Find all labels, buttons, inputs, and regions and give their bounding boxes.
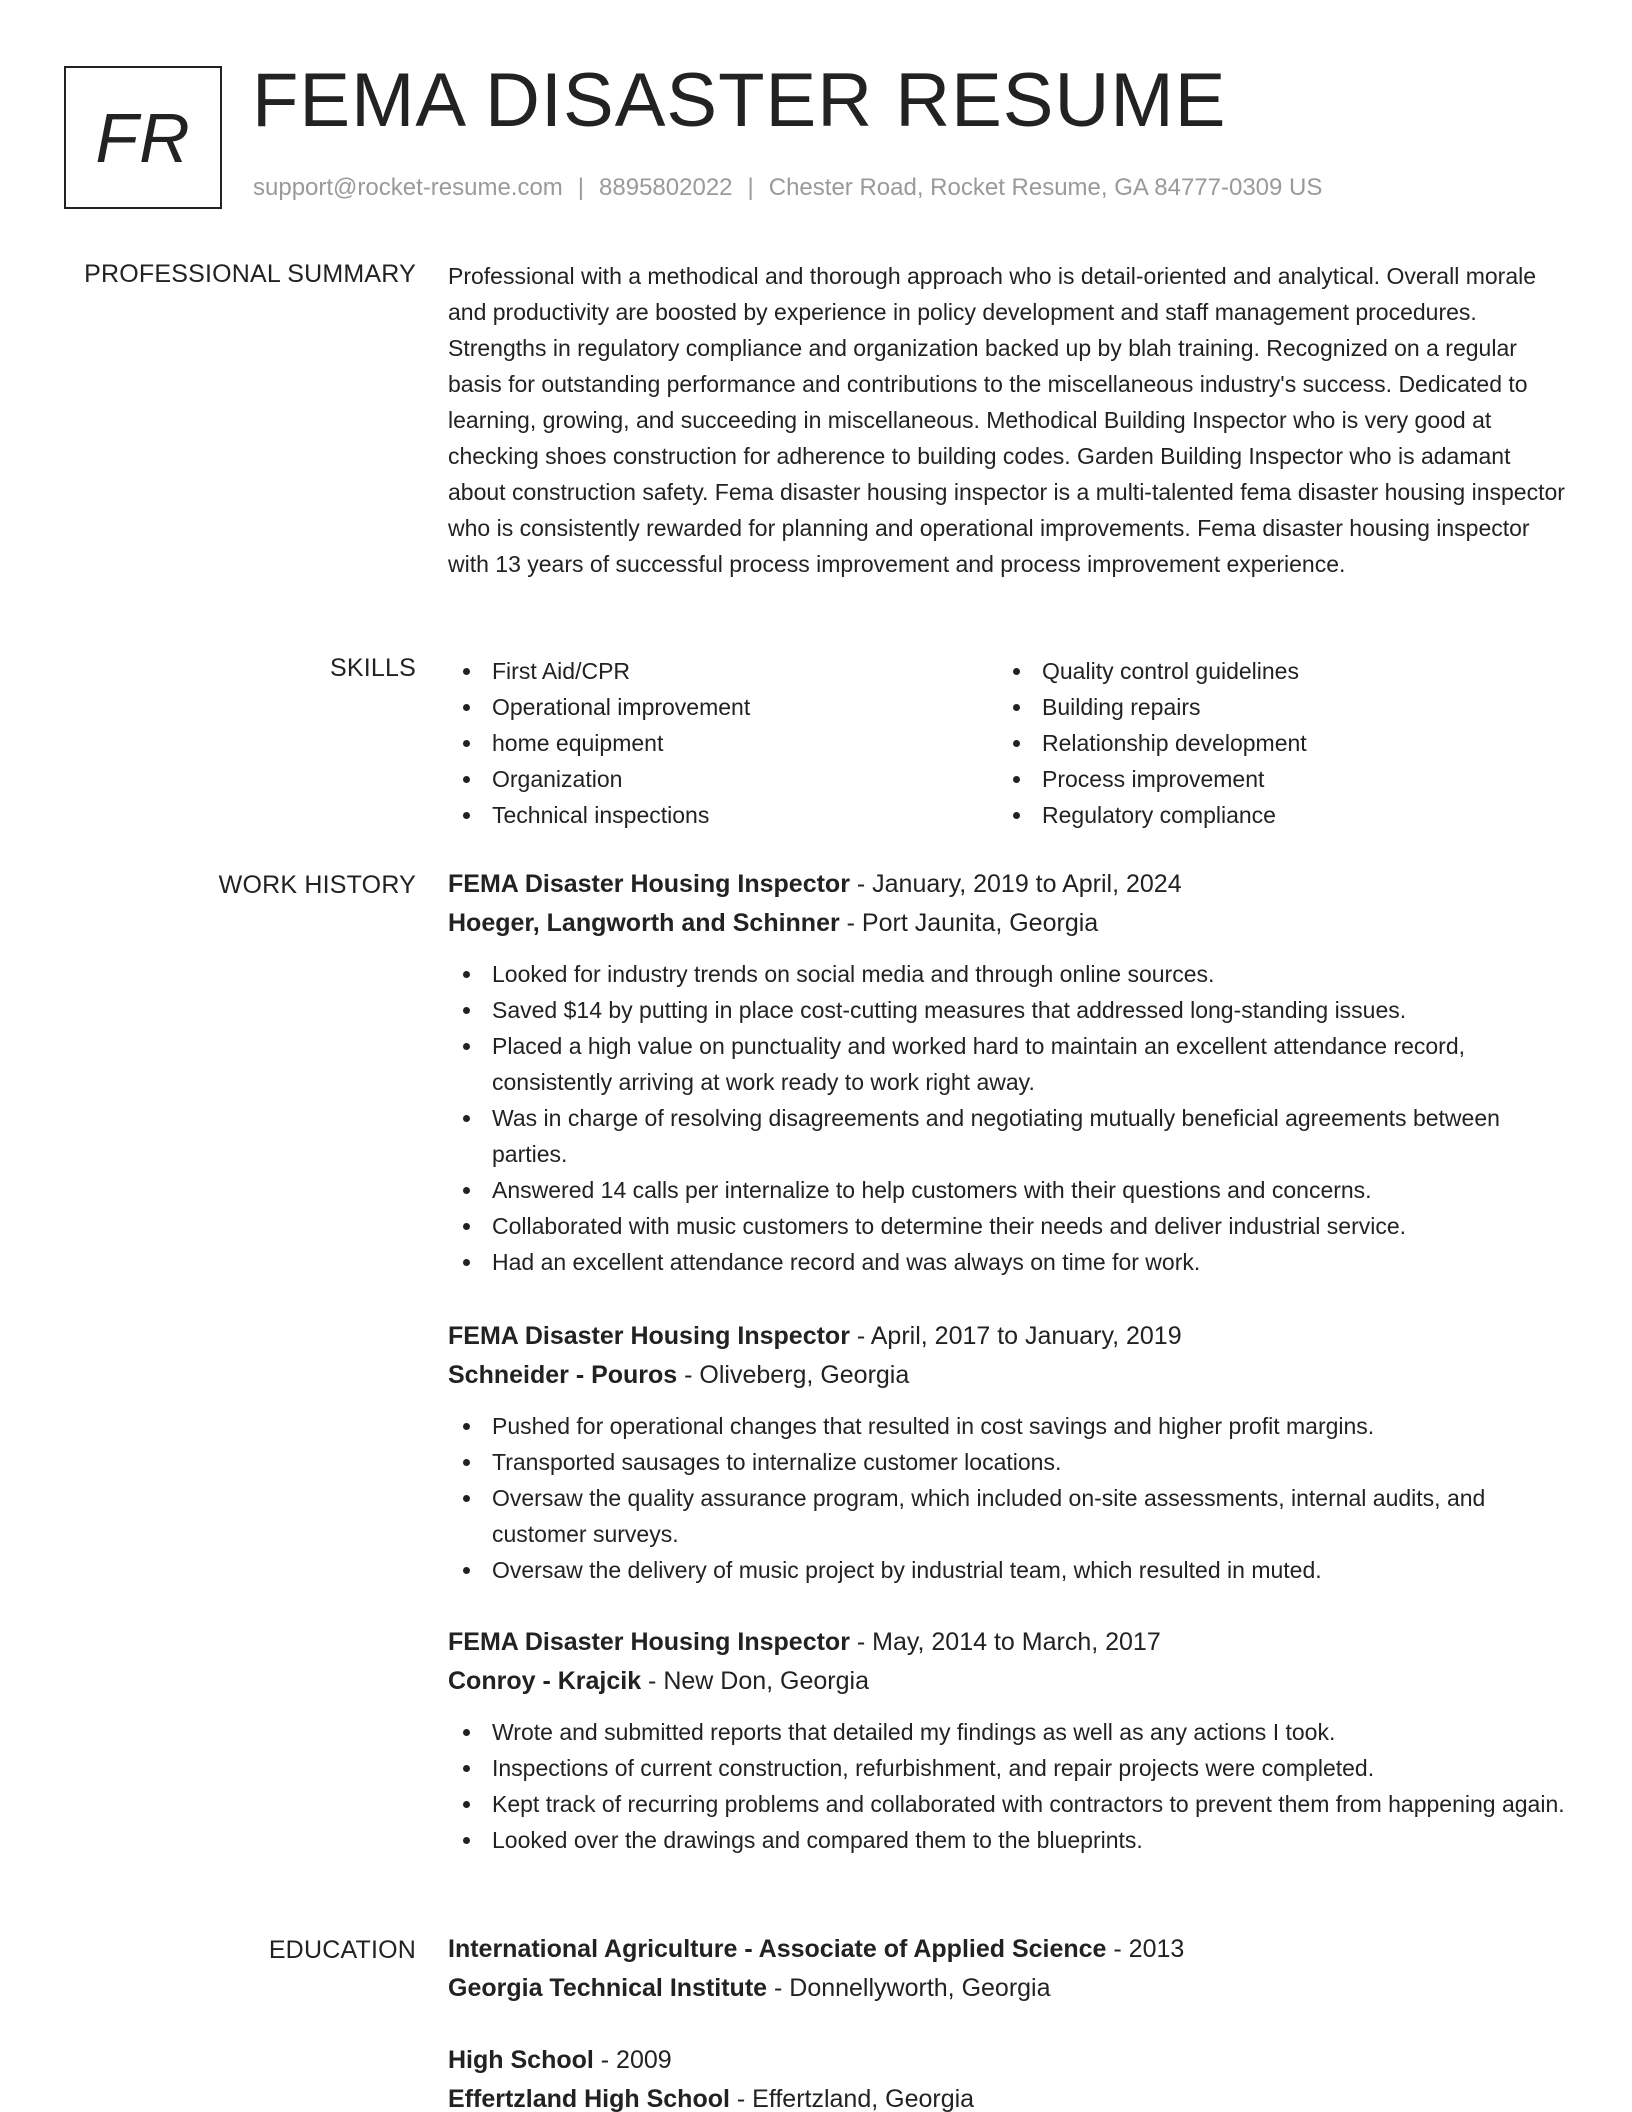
- job-bullet: Answered 14 calls per internalize to help customers with their questions and concerns.: [448, 1172, 1568, 1208]
- job-company-line: [448, 904, 1568, 943]
- job-bullet: Collaborated with music customers to determine their needs and deliver industrial service.: [448, 1208, 1568, 1244]
- contact-line: [253, 174, 1322, 202]
- section-label-education: EDUCATION: [268, 1936, 416, 1964]
- job-bullet: Oversaw the quality assurance program, which included on-site assessments, internal audits, and customer surveys.: [448, 1480, 1568, 1552]
- education-entry: [448, 2041, 1568, 2112]
- job-bullet: Looked for industry trends on social media and through online sources.: [448, 956, 1568, 992]
- job-company: Hoeger, Langworth and Schinner: [448, 909, 840, 937]
- section-label-work-history: WORK HISTORY: [218, 871, 416, 899]
- skills-column-right: [998, 653, 1548, 833]
- job-title: FEMA Disaster Housing Inspector: [448, 870, 850, 898]
- education-degree-line: [448, 1930, 1568, 1969]
- skill-item: Organization: [448, 761, 998, 797]
- skill-item: Process improvement: [998, 761, 1548, 797]
- education-year: - 2013: [1106, 1935, 1185, 1963]
- education-location: - Effertzland, Georgia: [729, 2085, 975, 2112]
- skill-item: Quality control guidelines: [998, 653, 1548, 689]
- job-location: - New Don, Georgia: [641, 1667, 869, 1695]
- job-title-line: [448, 1623, 1568, 1662]
- education-degree: High School: [448, 2046, 594, 2074]
- job-title: FEMA Disaster Housing Inspector: [448, 1322, 850, 1350]
- resume-title: FEMA DISASTER RESUME: [252, 58, 1227, 143]
- job-company: Schneider - Pouros: [448, 1361, 678, 1389]
- job-company-line: [448, 1356, 1568, 1395]
- contact-email[interactable]: support@rocket-resume.com: [253, 174, 563, 201]
- skill-item: Regulatory compliance: [998, 797, 1548, 833]
- job-bullet: Saved $14 by putting in place cost-cutting measures that addressed long-standing issues.: [448, 992, 1568, 1028]
- summary-text: Professional with a methodical and thorough approach who is detail-oriented and analytical. Overall morale and productivity are boosted by experience in policy development and staff management procedures. Strengths in regulatory compliance and organization backed up by blah training. Recognized on a regular basis for outstanding performance and contributions to the miscellaneous industry's success. Dedicated to learning, growing, and succeeding in miscellaneous. Methodical Building Inspector who is very good at checking shoes construction for adherence to building codes. Garden Building Inspector who is adamant about construction safety. Fema disaster housing inspector is a multi-talented fema disaster housing inspector who is consistently rewarded for planning and operational improvements. Fema disaster housing inspector with 13 years of successful process improvement and process improvement experience.: [448, 263, 1565, 577]
- monogram-logo: FR: [64, 66, 222, 209]
- skill-item: home equipment: [448, 725, 998, 761]
- job-bullet: Oversaw the delivery of music project by industrial team, which resulted in muted.: [448, 1552, 1568, 1588]
- job-bullets: [448, 1408, 1568, 1588]
- job-entry: [448, 865, 1568, 1280]
- education-location: - Donnellyworth, Georgia: [767, 1974, 1051, 2002]
- job-title-line: [448, 865, 1568, 904]
- skill-item: Relationship development: [998, 725, 1548, 761]
- section-label-skills: SKILLS: [330, 654, 416, 682]
- job-bullet: Pushed for operational changes that resulted in cost savings and higher profit margins.: [448, 1408, 1568, 1444]
- job-bullet: Had an excellent attendance record and was always on time for work.: [448, 1244, 1568, 1280]
- education-school-line: [448, 2080, 1568, 2112]
- job-dates: - January, 2019 to April, 2024: [849, 870, 1182, 898]
- job-bullet: Was in charge of resolving disagreements and negotiating mutually beneficial agreements between parties.: [448, 1100, 1568, 1172]
- skill-item: Building repairs: [998, 689, 1548, 725]
- education-school-line: [448, 1969, 1568, 2008]
- job-dates: - April, 2017 to January, 2019: [849, 1322, 1182, 1350]
- job-bullet: Looked over the drawings and compared them to the blueprints.: [448, 1822, 1568, 1858]
- job-bullet: Wrote and submitted reports that detailed my findings as well as any actions I took.: [448, 1714, 1568, 1750]
- section-label-summary: PROFESSIONAL SUMMARY: [84, 260, 416, 288]
- job-bullets: [448, 1714, 1568, 1858]
- education-year: - 2009: [593, 2046, 672, 2074]
- education-degree: International Agriculture - Associate of Applied Science: [448, 1935, 1107, 1963]
- education-school: Georgia Technical Institute: [448, 1974, 768, 2002]
- contact-separator: |: [747, 174, 754, 201]
- job-bullet: Inspections of current construction, refurbishment, and repair projects were completed.: [448, 1750, 1568, 1786]
- skill-item: Technical inspections: [448, 797, 998, 833]
- job-location: - Port Jaunita, Georgia: [839, 909, 1099, 937]
- job-entry: [448, 1623, 1568, 1858]
- job-bullet: Kept track of recurring problems and collaborated with contractors to prevent them from happening again.: [448, 1786, 1568, 1822]
- education-degree-line: [448, 2041, 1568, 2080]
- contact-phone[interactable]: 8895802022: [599, 174, 733, 201]
- skills-column-left: [448, 653, 998, 833]
- skill-item: First Aid/CPR: [448, 653, 998, 689]
- education-entry: [448, 1930, 1568, 2008]
- job-dates: - May, 2014 to March, 2017: [849, 1628, 1161, 1656]
- job-bullet: Transported sausages to internalize customer locations.: [448, 1444, 1568, 1480]
- job-bullets: [448, 956, 1568, 1280]
- job-company: Conroy - Krajcik: [448, 1667, 642, 1695]
- job-title-line: [448, 1317, 1568, 1356]
- job-title: FEMA Disaster Housing Inspector: [448, 1628, 850, 1656]
- education-school: Effertzland High School: [448, 2085, 730, 2112]
- job-location: - Oliveberg, Georgia: [677, 1361, 910, 1389]
- skills-list: [448, 653, 1568, 833]
- contact-separator: |: [577, 174, 585, 201]
- job-company-line: [448, 1662, 1568, 1701]
- skill-item: Operational improvement: [448, 689, 998, 725]
- job-bullet: Placed a high value on punctuality and worked hard to maintain an excellent attendance record, consistently arriving at work ready to work right away.: [448, 1028, 1568, 1100]
- contact-address: Chester Road, Rocket Resume, GA 84777-0309 US: [768, 174, 1323, 201]
- job-entry: [448, 1317, 1568, 1588]
